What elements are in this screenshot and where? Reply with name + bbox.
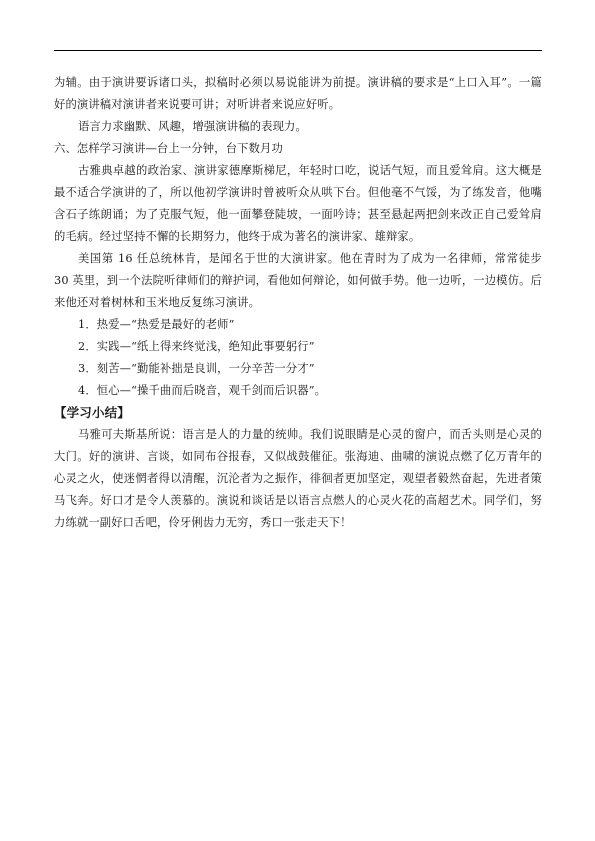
list-item: 2．实践—“纸上得来终觉浅，绝知此事要躬行” — [78, 340, 315, 353]
list-item: 3．刻苦—“勤能补拙是良训，一分辛苦一分才” — [78, 362, 315, 375]
paragraph-speech-requirements: 为辅。由于演讲要诉诸口头，拟稿时必须以易说能讲为前提。演讲稿的要求是“上口入耳”。一篇好的演讲稿对演讲者来说要可讲；对听讲者来说应好听。 — [54, 76, 542, 111]
section-heading-6: 六、怎样学习演讲—台上一分钟，台下数月功 — [54, 142, 283, 155]
list-item: 1．热爱—“热爱是最好的老师” — [78, 318, 235, 331]
paragraph-lincoln: 美国第 16 任总统林肯，是闻名于世的大演讲家。他在青时为了成为一名律师，常常徒步 30 英里，到一个法院听律师们的辩护词，看他如何辩论，如何做手势。他一边听，一边模仿。后来他还对着树林和玉米地反复练习演讲。 — [54, 252, 542, 309]
summary-paragraph: 马雅可夫斯基所说：语言是人的力量的统帅。我们说眼睛是心灵的窗户，而舌头则是心灵的大门。好的演讲、言谈，如同布谷报春，又似战鼓催征。张海迪、曲啸的演说点燃了亿万青年的心灵之火，使迷惘者得以清醒，沉沦者为之振作，徘徊者更加坚定，观望者毅然奋起，先进者策马飞奔。好口才是令人羡慕的。演说和谈话是以语言点燃人的心灵火花的高超艺术。同学们，努力练就一副好口舌吧，伶牙俐齿力无穷，秀口一张走天下！ — [54, 428, 542, 529]
summary-heading: 【学习小结】 — [54, 405, 130, 420]
paragraph-language-humor: 语言力求幽默、风趣，增强演讲稿的表现力。 — [78, 120, 307, 133]
paragraph-demosthenes: 古雅典卓越的政治家、演讲家德摩斯梯尼，年轻时口吃，说话气短，而且爱耸肩。这大概是最不适合学演讲的了，所以他初学演讲时曾被听众从哄下台。但他毫不气馁，为了练发音，他嘴含石子练朗诵；为了克服气短，他一面攀登陡坡，一面吟诗；甚至悬起两把剑来改正自己爱耸肩的毛病。经过坚持不懈的长期努力，他终于成为著名的演讲家、雄辩家。 — [54, 164, 542, 243]
list-item: 4．恒心—“操千曲而后晓音，观千剑而后识器”。 — [78, 384, 327, 397]
header-rule — [54, 50, 542, 51]
document-body — [54, 72, 542, 534]
